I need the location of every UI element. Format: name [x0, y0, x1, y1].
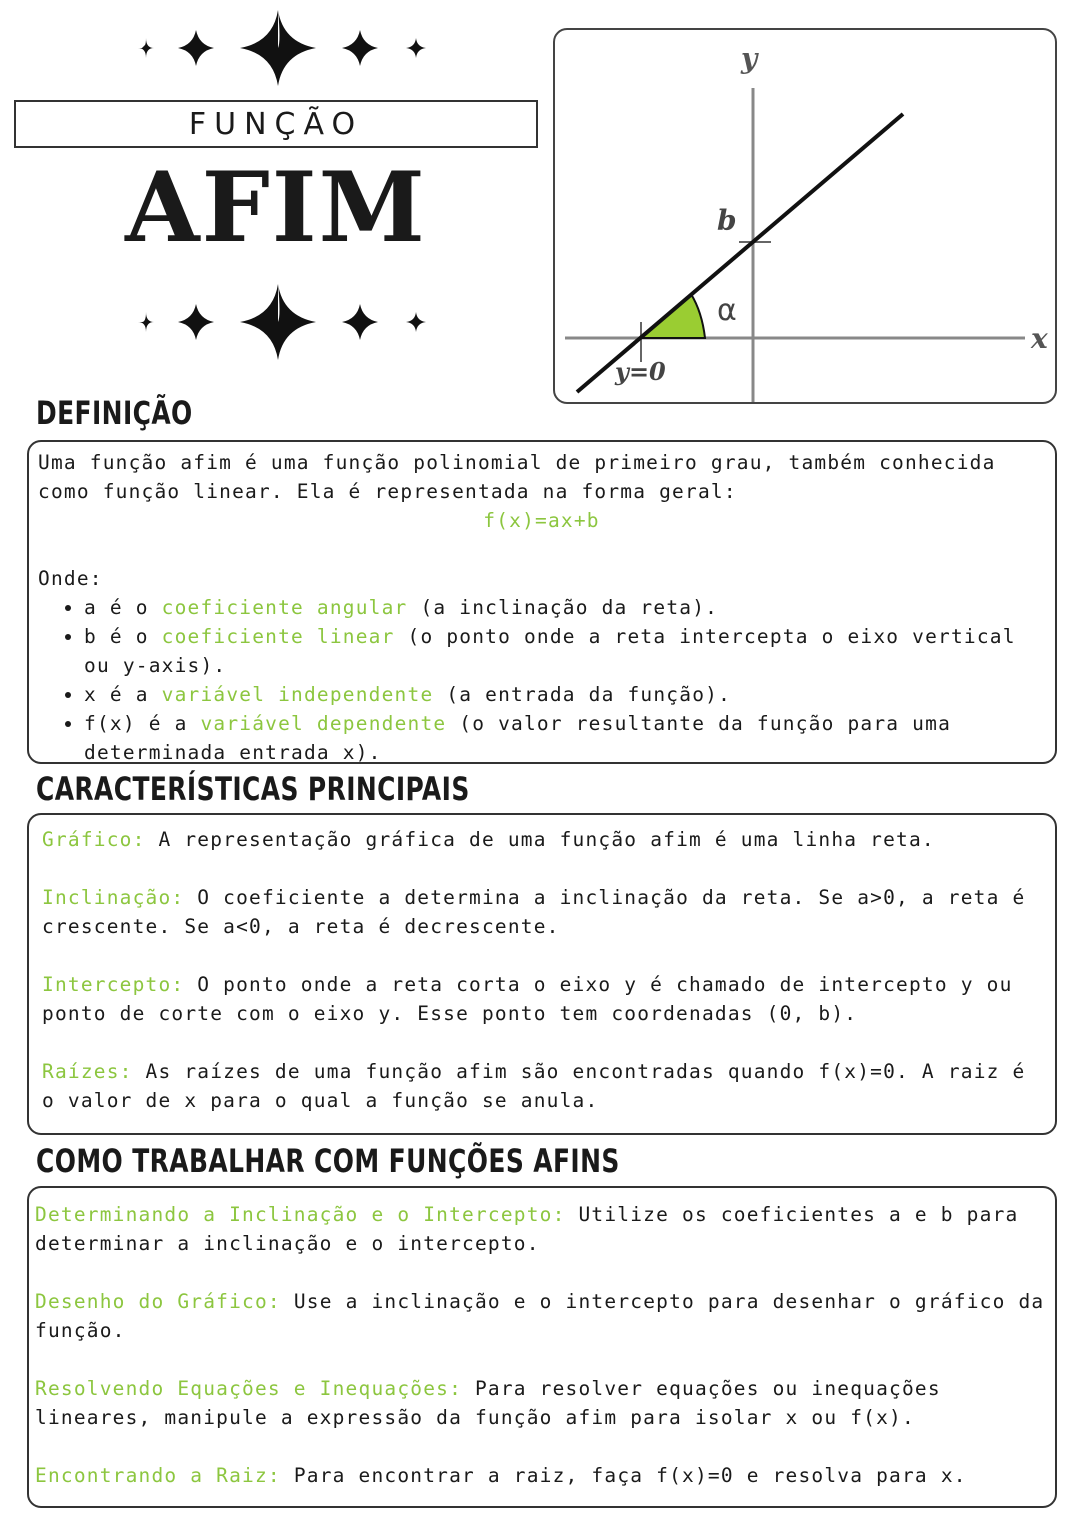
- onde-label: Onde:: [38, 567, 103, 590]
- list-item: Desenho do Gráfico: Use a inclinação e o intercepto para desenhar o gráfico da função.: [35, 1290, 1045, 1342]
- title-main: AFIM: [125, 151, 427, 264]
- formula: f(x)=ax+b: [483, 509, 600, 532]
- title-top-box: [14, 100, 538, 148]
- function-line: [577, 114, 903, 392]
- como-trabalhar-card: [27, 1186, 1057, 1508]
- sparkle-stars-top-icon: [120, 8, 440, 88]
- list-item: Determinando a Inclinação e o Intercepto: Utilize os coeficientes a e b para determinar a inclinação e o intercepto.: [35, 1203, 1019, 1255]
- list-item: Gráfico: A representação gráfica de uma função afim é uma linha reta.: [42, 828, 935, 851]
- list-item: • b é o coeficiente linear (o ponto onde a reta intercepta o eixo vertical ou y-axis).: [84, 622, 1045, 680]
- caracteristicas-card: [27, 813, 1057, 1135]
- definicao-list: [38, 593, 1045, 767]
- root-label: y=0: [615, 357, 666, 386]
- section-heading-definicao: DEFINIÇÃO: [36, 394, 193, 432]
- sparkle-stars-bottom-icon: [120, 282, 440, 362]
- affine-graph-svg: [555, 30, 1055, 402]
- list-item: Resolvendo Equações e Inequações: Para resolver equações ou inequações lineares, manipule a expressão da função afim para isolar x ou f(x).: [35, 1377, 941, 1429]
- graph-illustration: [553, 28, 1057, 404]
- b-label: b: [717, 204, 737, 237]
- y-axis-label: y: [741, 42, 758, 75]
- list-item: Encontrando a Raiz: Para encontrar a raiz, faça f(x)=0 e resolva para x.: [35, 1464, 967, 1487]
- list-item: • f(x) é a variável dependente (o valor resultante da função para uma determinada entrada x).: [84, 709, 1045, 767]
- title-top: FUNÇÃO: [188, 106, 364, 142]
- section-heading-como-trabalhar: COMO TRABALHAR COM FUNÇÕES AFINS: [36, 1142, 620, 1180]
- alpha-label: α: [717, 293, 737, 328]
- section-heading-caracteristicas: CARACTERÍSTICAS PRINCIPAIS: [36, 770, 470, 808]
- definicao-card: [27, 440, 1057, 764]
- list-item: • x é a variável independente (a entrada da função).: [84, 680, 1045, 709]
- list-item: Intercepto: O ponto onde a reta corta o eixo y é chamado de intercepto y ou ponto de corte com o eixo y. Esse ponto tem coordenadas (0, b).: [42, 973, 1013, 1025]
- list-item: Inclinação: O coeficiente a determina a inclinação da reta. Se a>0, a reta é crescente. Se a<0, a reta é decrescente.: [42, 886, 1026, 938]
- list-item: • a é o coeficiente angular (a inclinação da reta).: [84, 593, 1045, 622]
- list-item: Raízes: As raízes de uma função afim são encontradas quando f(x)=0. A raiz é o valor de x para o qual a função se anula.: [42, 1060, 1026, 1112]
- definicao-intro: Uma função afim é uma função polinomial de primeiro grau, também conhecida como função linear. Ela é representada na forma geral:: [38, 451, 996, 503]
- x-axis-label: x: [1031, 322, 1048, 355]
